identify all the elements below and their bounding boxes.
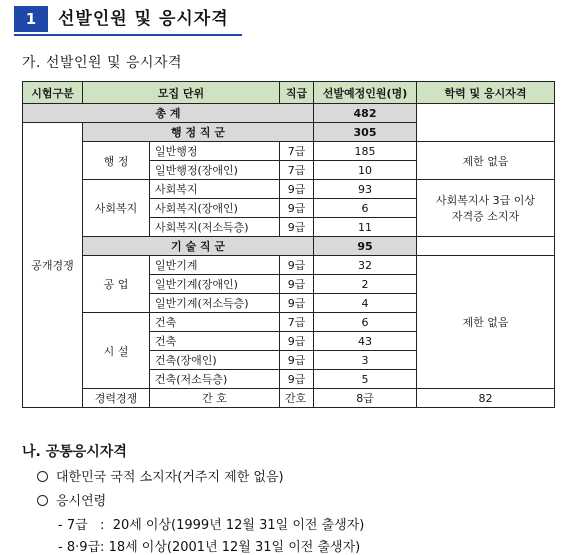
table-row xyxy=(23,256,555,275)
unit-cell: 건축(장애인) xyxy=(150,351,280,370)
circle-bullet-icon xyxy=(37,495,48,506)
unit-cell: 사회복지 xyxy=(150,180,280,199)
item-age xyxy=(37,490,106,509)
count-cell: 11 xyxy=(314,218,417,237)
grade-cell: 9급 xyxy=(280,275,314,294)
welfare-category-label: 사회복지 xyxy=(83,180,150,237)
unit-cell: 건축 xyxy=(150,332,280,351)
industry-category-label: 공 업 xyxy=(83,256,150,313)
unit-cell: 일반기계(저소득층) xyxy=(150,294,280,313)
item-nationality xyxy=(37,466,284,485)
career-competition-label: 경력경쟁 xyxy=(83,389,150,408)
unit-cell: 일반행정(장애인) xyxy=(150,161,280,180)
age-title: 응시연령 xyxy=(56,494,107,509)
count-cell: 6 xyxy=(314,199,417,218)
table-row xyxy=(23,142,555,161)
section-header xyxy=(14,6,240,32)
age-89-grade: - 8·9급: 18세 이상(2001년 12월 31일 이전 출생자) xyxy=(58,540,361,555)
unit-cell: 건축(저소득층) xyxy=(150,370,280,389)
count-cell: 82 xyxy=(417,389,555,408)
facility-category-label: 시 설 xyxy=(83,313,150,389)
admin-group-count: 305 xyxy=(314,123,417,142)
grade-cell: 7급 xyxy=(280,142,314,161)
table-row xyxy=(23,180,555,199)
admin-qualification: 제한 없음 xyxy=(417,142,555,180)
count-cell: 5 xyxy=(314,370,417,389)
grade-cell: 9급 xyxy=(280,370,314,389)
header-grade: 직급 xyxy=(280,82,314,104)
count-cell: 6 xyxy=(314,313,417,332)
header-exam-type: 시험구분 xyxy=(23,82,83,104)
welfare-qual-line1: 사회복지사 3급 이상 xyxy=(436,194,535,207)
circle-bullet-icon xyxy=(37,471,48,482)
total-count: 482 xyxy=(314,104,417,123)
age-7-grade: - 7급 : 20세 이상(1999년 12월 31일 이전 출생자) xyxy=(58,518,365,533)
unit-cell: 일반행정 xyxy=(150,142,280,161)
tech-group-count: 95 xyxy=(314,237,417,256)
tech-qualification: 제한 없음 xyxy=(417,256,555,389)
welfare-qual-line2: 자격증 소지자 xyxy=(451,210,520,223)
count-cell: 43 xyxy=(314,332,417,351)
admin-category-label: 행 정 xyxy=(83,142,150,180)
open-competition-label: 공개경쟁 xyxy=(23,123,83,408)
count-cell: 185 xyxy=(314,142,417,161)
grade-cell: 9급 xyxy=(280,294,314,313)
tech-group-label: 기 술 직 군 xyxy=(83,237,314,256)
total-row xyxy=(23,104,555,123)
unit-cell: 건축 xyxy=(150,313,280,332)
subsection-title-a: 가. 선발인원 및 응시자격 xyxy=(22,55,183,71)
total-label: 총 계 xyxy=(23,104,314,123)
count-cell: 32 xyxy=(314,256,417,275)
header-unit: 모집 단위 xyxy=(83,82,280,104)
career-category-label: 간 호 xyxy=(150,389,280,408)
nationality-text: 대한민국 국적 소지자(거주지 제한 없음) xyxy=(56,470,284,485)
unit-cell: 일반기계 xyxy=(150,256,280,275)
grade-cell: 9급 xyxy=(280,218,314,237)
unit-cell: 일반기계(장애인) xyxy=(150,275,280,294)
grade-cell: 9급 xyxy=(280,351,314,370)
header-qualification: 학력 및 응시자격 xyxy=(417,82,555,104)
table-header-row xyxy=(23,82,555,104)
admin-group-label: 행 정 직 군 xyxy=(83,123,314,142)
selection-table xyxy=(22,81,555,408)
grade-cell: 9급 xyxy=(280,332,314,351)
unit-cell: 사회복지(장애인) xyxy=(150,199,280,218)
grade-cell: 9급 xyxy=(280,199,314,218)
unit-cell: 간호 xyxy=(280,389,314,408)
count-cell: 10 xyxy=(314,161,417,180)
career-row xyxy=(23,389,555,408)
grade-cell: 8급 xyxy=(314,389,417,408)
welfare-qualification xyxy=(417,180,555,237)
count-cell: 2 xyxy=(314,275,417,294)
subsection-title-b: 나. 공통응시자격 xyxy=(22,444,127,460)
grade-cell: 9급 xyxy=(280,256,314,275)
count-cell: 93 xyxy=(314,180,417,199)
section-underline xyxy=(14,34,242,36)
grade-cell: 7급 xyxy=(280,161,314,180)
section-title: 선발인원 및 응시자격 xyxy=(58,9,229,29)
grade-cell: 7급 xyxy=(280,313,314,332)
grade-cell: 9급 xyxy=(280,180,314,199)
count-cell: 4 xyxy=(314,294,417,313)
section-number: 1 xyxy=(14,6,48,32)
count-cell: 3 xyxy=(314,351,417,370)
header-count: 선발예정인원(명) xyxy=(314,82,417,104)
tech-group-row xyxy=(23,237,555,256)
unit-cell: 사회복지(저소득층) xyxy=(150,218,280,237)
